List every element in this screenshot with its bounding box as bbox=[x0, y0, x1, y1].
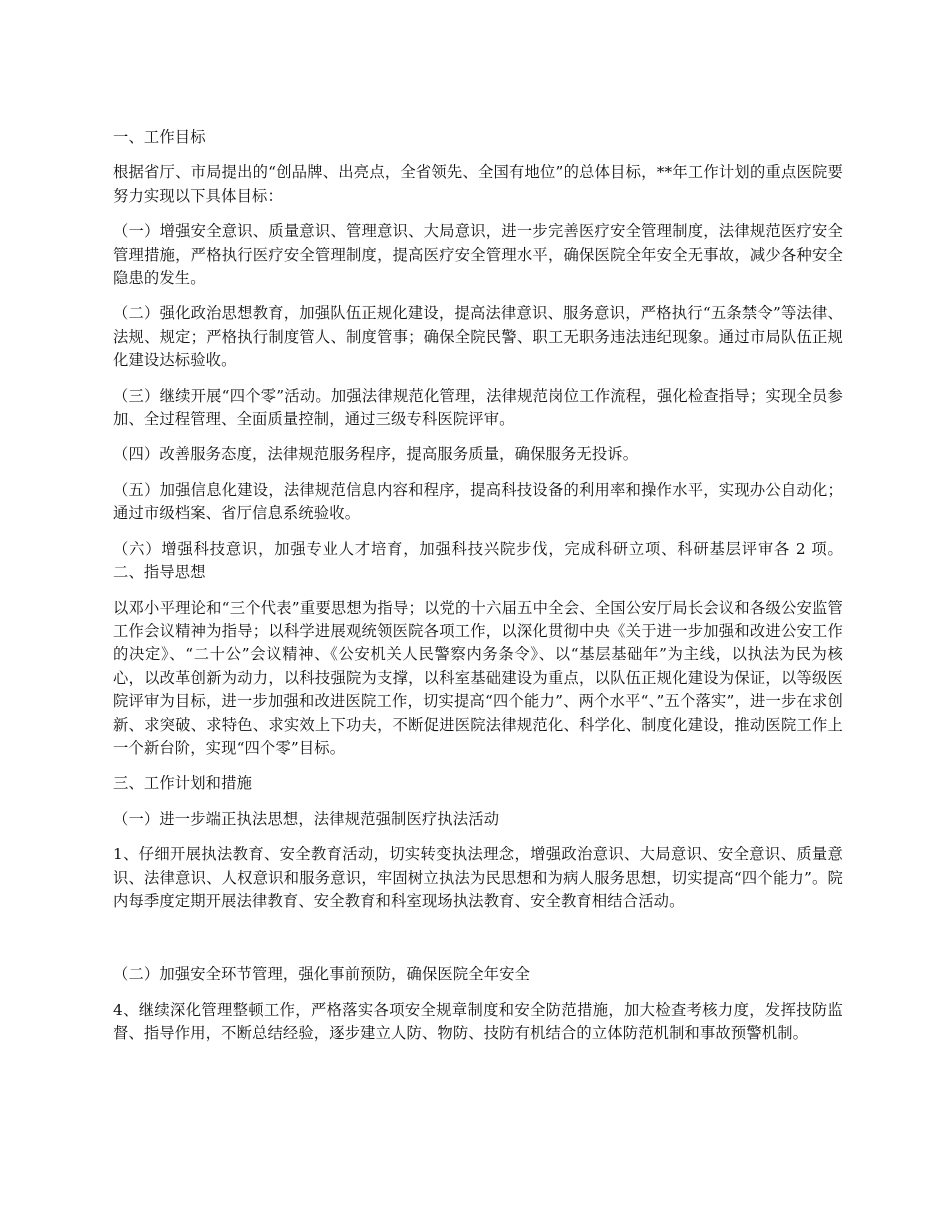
paragraph-goal-1: （一）增强安全意识、质量意识、管理意识、大局意识，进一步完善医疗安全管理制度，法律规范医疗安全管理措施，严格执行医疗安全管理制度，提高医疗安全管理水平，确保医院全年安全无事故，减少各种安全隐患的发生。 bbox=[113, 222, 843, 288]
paragraph-goal-4: （四）改善服务态度，法律规范服务程序，提高服务质量，确保服务无投诉。 bbox=[113, 445, 639, 464]
paragraph-goal-2: （二）强化政治思想教育，加强队伍正规化建设，提高法律意识、服务意识，严格执行“五条禁令”等法律、法规、规定；严格执行制度管人、制度管事；确保全院民警、职工无职务违法违纪现象。通过市局队伍正规化建设达标验收。 bbox=[113, 304, 843, 370]
section-heading-plan: 三、工作计划和措施 bbox=[113, 774, 253, 793]
blank-space bbox=[113, 925, 843, 963]
paragraph-measure-1: 1、仔细开展执法教育、安全教育活动，切实转变执法理念，增强政治意识、大局意识、安全意识、质量意识、法律意识、人权意识和服务意识，牢固树立执法为民思想和为病人服务思想，切实提高“四个能力”。院内每季度定期开展法律教育、安全教育和科室现场执法教育、安全教育相结合活动。 bbox=[113, 845, 843, 910]
paragraph-measure-4: 4、继续深化管理整顿工作，严格落实各项安全规章制度和安全防范措施，加大检查考核力度，发挥技防监督、指导作用，不断总结经验，逐步建立人防、物防、技防有机结合的立体防范机制和事故预警机制。 bbox=[113, 1000, 843, 1043]
paragraph-goal-3: （三）继续开展“四个零”活动。加强法律规范化管理，法律规范岗位工作流程，强化检查指导；实现全员参加、全过程管理、全面质量控制，通过三级专科医院评审。 bbox=[113, 386, 843, 429]
paragraph-goal-6: （六）增强科技意识，加强专业人才培育，加强科技兴院步伐，完成科研立项、科研基层评审各 2 项。二、指导思想 bbox=[113, 539, 843, 582]
document-page bbox=[113, 126, 843, 1058]
paragraph-overall-goal: 根据省厅、市局提出的“创品牌、出亮点，全省领先、全国有地位”的总体目标，**年工作计划的重点医院要努力实现以下具体目标： bbox=[113, 163, 843, 205]
subheading-safety: （二）加强安全环节管理，强化事前预防，确保医院全年安全 bbox=[113, 965, 531, 984]
subheading-law-enforcement: （一）进一步端正执法思想，法律规范强制医疗执法活动 bbox=[113, 809, 500, 828]
paragraph-guiding-ideology: 以邓小平理论和“三个代表”重要思想为指导；以党的十六届五中全会、全国公安厅局长会议和各级公安监管工作会议精神为指导；以科学进展观统领医院各项工作，以深化贯彻中央《关于进一步加强和改进公安工作的决定》、“二十公”会议精神、《公安机关人民警察内务条令》、以“基层基础年”为主线，以执法为民为核心，以改革创新为动力，以科技强院为支撑，以科室基础建设为重点，以队伍正规化建设为保证，以等级医院评审为目标，进一步加强和改进医院工作，切实提高“四个能力”、两个水平“、”五个落实”，进一步在求创新、求突破、求特色、求实效上下功夫，不断促进医院法律规范化、科学化、制度化建设，推动医院工作上一个新台阶，实现“四个零”目标。 bbox=[113, 598, 843, 757]
section-heading-goals: 一、工作目标 bbox=[113, 128, 206, 146]
paragraph-goal-5: （五）加强信息化建设，法律规范信息内容和程序，提高科技设备的利用率和操作水平，实现办公自动化；通过市级档案、省厅信息系统验收。 bbox=[113, 480, 843, 523]
